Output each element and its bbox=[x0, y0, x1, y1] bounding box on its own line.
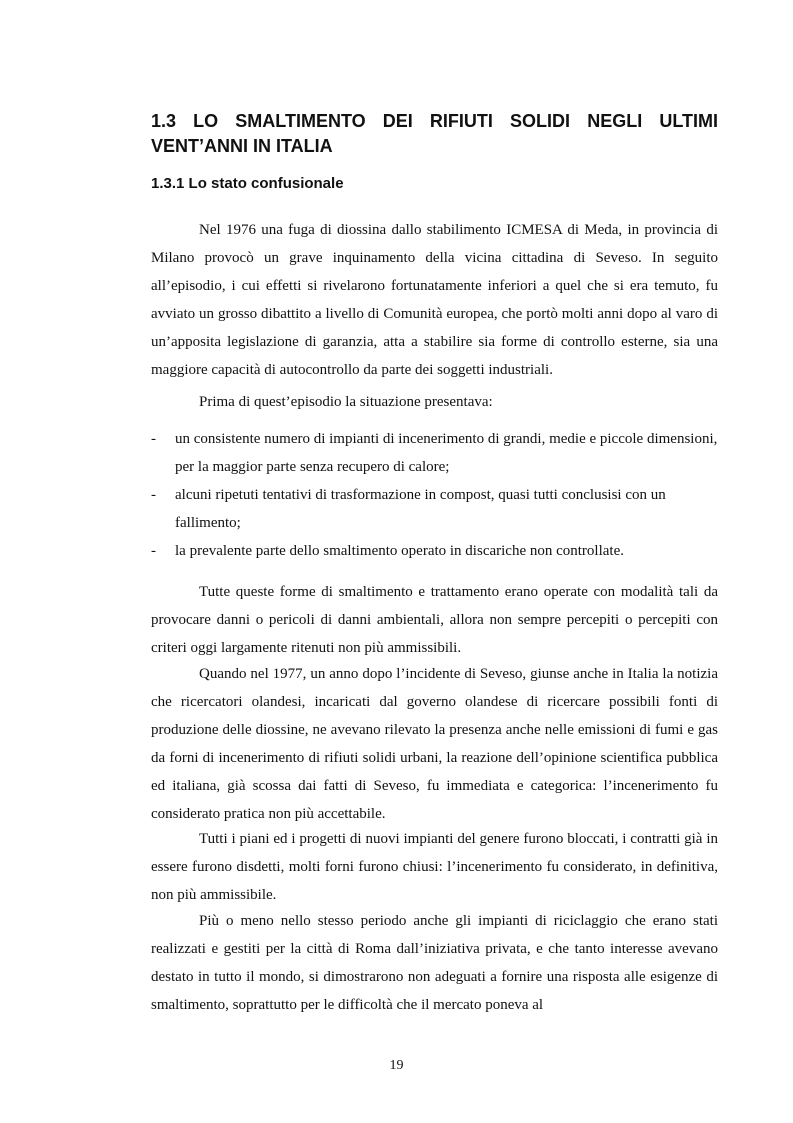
situation-list bbox=[151, 425, 718, 565]
paragraph-situation-intro: Prima di quest’episodio la situazione presentava: bbox=[199, 394, 493, 410]
list-item-text: un consistente numero di impianti di incenerimento di grandi, medie e piccole dimensioni, per la maggior parte senza recupero di calore; bbox=[175, 431, 718, 475]
paragraph-recycling-plants: Più o meno nello stesso periodo anche gli impianti di riciclaggio che erano stati realizzati e gestiti per la città di Roma dall’iniziativa privata, e che tanto interesse avevano destato in tutto il mondo, si dimostrarono non adeguati a fornire una risposta alle esigenze di smaltimento, soprattutto per le difficoltà che il mercato poneva al bbox=[151, 913, 718, 1013]
list-item-text: alcuni ripetuti tentativi di trasformazione in compost, quasi tutti conclusisi con un fallimento; bbox=[175, 487, 666, 531]
paragraph-seveso-incident: Nel 1976 una fuga di diossina dallo stabilimento ICMESA di Meda, in provincia di Milano provocò un grave inquinamento della vicina cittadina di Seveso. In seguito all’episodio, i cui effetti si rivelarono fortunatamente inferiori a quel che si era temuto, fu avviato un grosso dibattito a livello di Comunità europea, che portò molti anni dopo al varo di un’apposita legislazione di garanzia, atta a stabilire sia forme di controllo esterne, sia una maggiore capacità di autocontrollo da parte dei soggetti industriali. bbox=[151, 222, 718, 378]
paragraph-plants-blocked: Tutti i piani ed i progetti di nuovi impianti del genere furono bloccati, i contratti già in essere furono disdetti, molti forni furono chiusi: l’incenerimento fu considerato, in definitiva, non più ammissibile. bbox=[151, 831, 718, 903]
list-item bbox=[151, 537, 718, 565]
list-marker: - bbox=[151, 543, 156, 559]
paragraph-disposal-forms: Tutte queste forme di smaltimento e trattamento erano operate con modalità tali da provocare danni o pericoli di danni ambientali, allora non sempre percepiti o percepiti con criteri oggi largamente ritenuti non più ammissibili. bbox=[151, 584, 718, 656]
list-marker: - bbox=[151, 431, 156, 447]
list-item bbox=[151, 481, 718, 537]
subsection-title: 1.3.1 Lo stato confusionale bbox=[151, 175, 344, 192]
list-item-text: la prevalente parte dello smaltimento operato in discariche non controllate. bbox=[175, 543, 624, 559]
list-item bbox=[151, 425, 718, 481]
list-marker: - bbox=[151, 487, 156, 503]
paragraph-dioxin-discovery: Quando nel 1977, un anno dopo l’incidente di Seveso, giunse anche in Italia la notizia che ricercatori olandesi, incaricati dal governo olandese di ricercare possibili fonti di produzione delle diossine, ne avevano rilevato la presenza anche nelle emissioni di fumi e gas da forni di incenerimento di rifiuti solidi urbani, la reazione dell’opinione scientifica pubblica ed italiana, già scossa dai fatti di Seveso, fu immediata e categorica: l’incenerimento fu considerato pratica non più accettabile. bbox=[151, 666, 718, 822]
page-number: 19 bbox=[389, 1058, 404, 1073]
section-title: 1.3 LO SMALTIMENTO DEI RIFIUTI SOLIDI NEGLI ULTIMI VENT’ANNI IN ITALIA bbox=[151, 111, 718, 156]
